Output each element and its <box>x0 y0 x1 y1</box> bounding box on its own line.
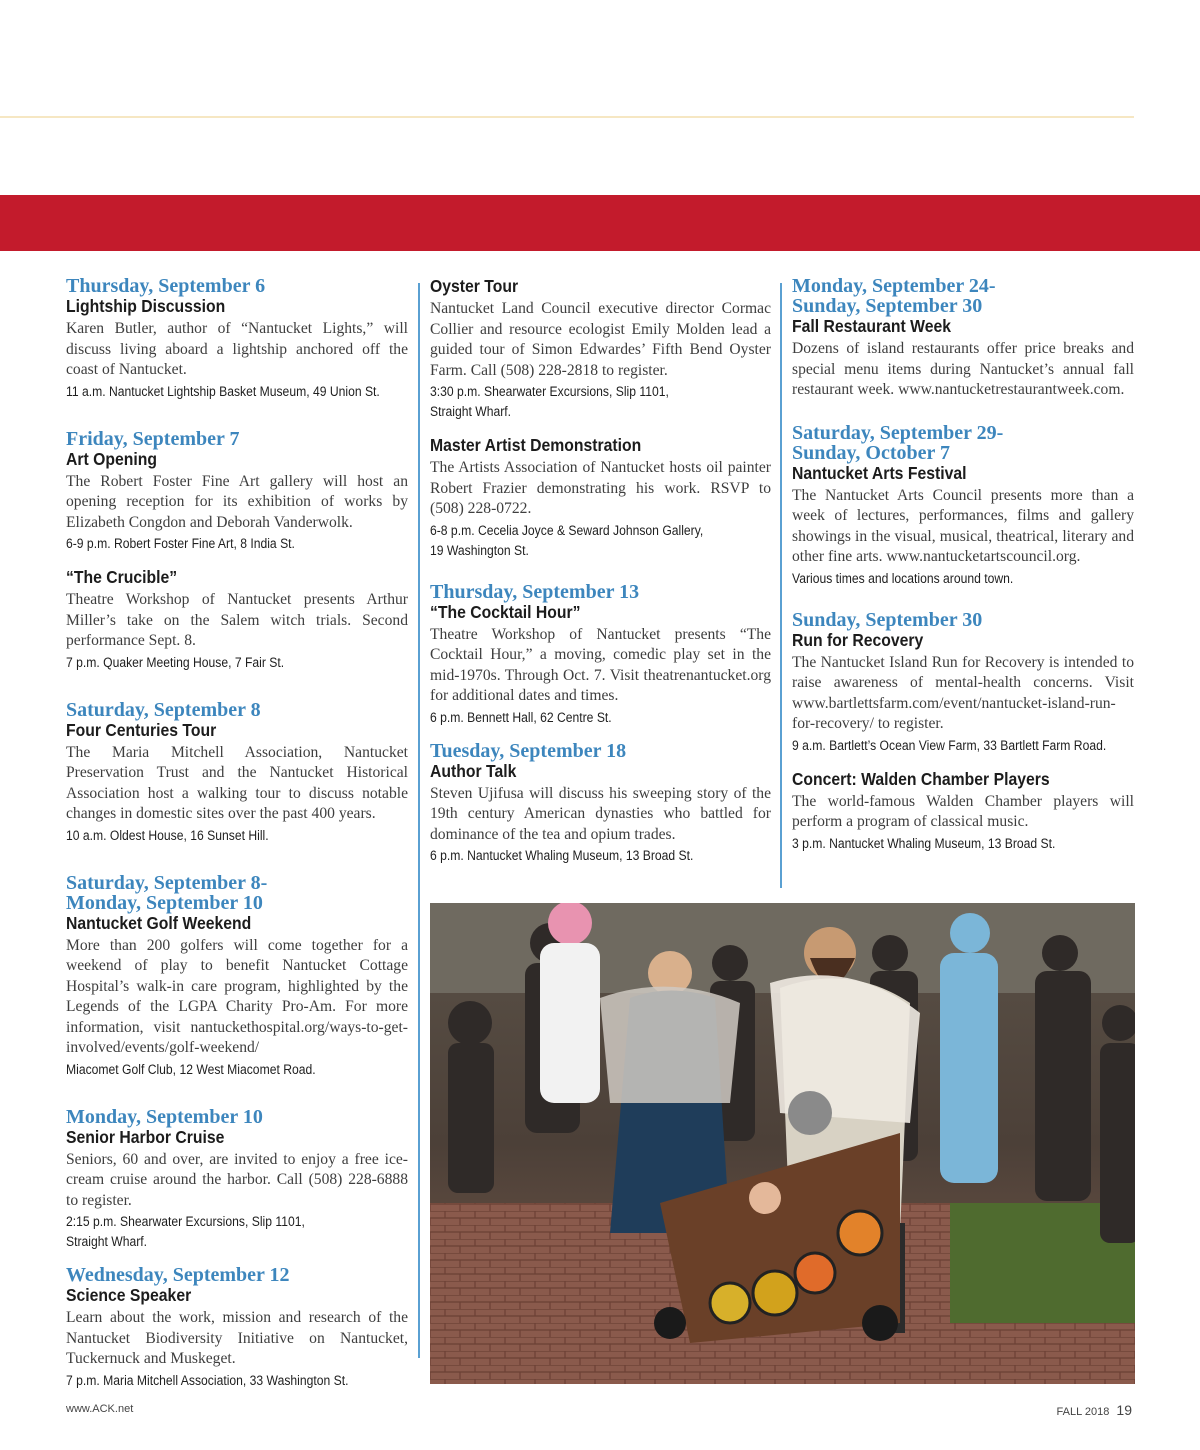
event-title: Oyster Tour <box>430 276 519 296</box>
event-time-location: 6-9 p.m. Robert Foster Fine Art, 8 India St. <box>66 536 295 551</box>
events-column-1 <box>66 276 408 1390</box>
event-description: Dozens of island restaurants offer price breaks and special menu items during Nantucket’s annual fall restaurant week. www.nantucketrestaurantweek.com. <box>792 340 1134 398</box>
event-date-end: Sunday, October 7 <box>792 441 950 464</box>
event-title: Nantucket Golf Weekend <box>66 912 252 933</box>
event-description: Seniors, 60 and over, are invited to enjoy a free ice-cream cruise around the harbor. Call (508) 228-6888 to register. <box>66 1150 408 1209</box>
event-description: The Nantucket Arts Council presents more than a week of lectures, performances, films and gallery showings in the visual, musical, theatrical, literary and other fine arts. www.nantucketartscouncil.org. <box>792 486 1134 565</box>
event-title: Nantucket Arts Festival <box>792 462 967 483</box>
event-description: Theatre Workshop of Nantucket presents Arthur Miller’s take on the Salem witch trials. Second performance Sept. 8. <box>66 591 408 649</box>
event-entry <box>430 741 771 866</box>
event-title: Lightship Discussion <box>66 296 226 316</box>
event-entry <box>792 423 1134 588</box>
event-description: Learn about the work, mission and research of the Nantucket Biodiversity Initiative on Nantucket, Tuckernuck and Muskeget. <box>66 1309 408 1367</box>
event-entry <box>792 276 1134 401</box>
event-entry <box>66 1265 408 1390</box>
event-entry <box>430 435 771 560</box>
event-title: Run for Recovery <box>792 629 924 650</box>
event-time-location: 3 p.m. Nantucket Whaling Museum, 13 Broad St. <box>792 835 1056 851</box>
event-entry <box>792 610 1134 755</box>
event-date: Tuesday, September 18 <box>430 739 627 762</box>
event-date: Sunday, September 30 <box>792 608 983 631</box>
footer-website: www.ACK.net <box>66 1403 134 1415</box>
event-time-location: 7 p.m. Maria Mitchell Association, 33 Washington St. <box>66 1372 349 1388</box>
event-date: Monday, September 10 <box>66 1105 263 1128</box>
header-banner <box>0 195 1200 251</box>
event-title: Author Talk <box>430 760 517 781</box>
event-entry <box>430 582 771 727</box>
event-description: The world-famous Walden Chamber players will perform a program of classical music. <box>792 792 1134 830</box>
event-title: “The Crucible” <box>66 567 178 587</box>
event-entry <box>66 276 408 401</box>
column-divider <box>780 283 782 888</box>
event-title: Four Centuries Tour <box>66 719 217 740</box>
event-time-location-line2: Straight Wharf. <box>430 404 512 419</box>
footer-issue <box>1057 1402 1132 1418</box>
event-date: Saturday, September 29- <box>792 421 1004 444</box>
event-entry <box>66 1107 408 1252</box>
event-title: Concert: Walden Chamber Players <box>792 768 1050 789</box>
event-title: Master Artist Demonstration <box>430 435 642 455</box>
page-number: 19 <box>1116 1402 1132 1418</box>
event-time-location: 11 a.m. Nantucket Lightship Basket Museum, 49 Union St. <box>66 383 380 399</box>
event-time-location: 6 p.m. Bennett Hall, 62 Centre St. <box>430 709 612 725</box>
event-title: Senior Harbor Cruise <box>66 1126 225 1147</box>
event-entry <box>792 769 1134 853</box>
event-time-location-line2: Straight Wharf. <box>66 1234 148 1249</box>
event-description: The Artists Association of Nantucket hosts oil painter Robert Frazier demonstrating his work. RSVP to (508) 228-0722. <box>430 459 771 517</box>
event-date: Wednesday, September 12 <box>66 1264 290 1286</box>
event-time-location: 6-8 p.m. Cecelia Joyce & Seward Johnson Gallery, <box>430 522 704 538</box>
halloween-parade-photo <box>430 903 1135 1384</box>
event-description: The Robert Foster Fine Art gallery will host an opening reception for its exhibition of works by Elizabeth Congdon and Deborah Vanderwolk. <box>66 472 408 531</box>
event-date: Thursday, September 6 <box>66 275 266 297</box>
event-description: Nantucket Land Council executive director Cormac Collier and resource ecologist Emily Molden lead a guided tour of Simon Edwardes’ Fifth Bend Oyster Farm. Call (508) 228-2818 to register. <box>430 300 771 379</box>
event-time-location: 6 p.m. Nantucket Whaling Museum, 13 Broad St. <box>430 848 694 863</box>
event-description: The Nantucket Island Run for Recovery is intended to raise awareness of mental-health concerns. Visit www.bartlettsfarm.com/event/nantucket-island-run-for-recovery/ to register. <box>792 653 1134 732</box>
column-divider <box>418 283 420 1358</box>
event-date: Saturday, September 8- <box>66 871 268 894</box>
event-title: Fall Restaurant Week <box>792 316 952 336</box>
event-date-end: Sunday, September 30 <box>792 295 983 317</box>
top-rule <box>0 116 1134 118</box>
event-time-location-line2: 19 Washington St. <box>430 542 529 558</box>
event-time-location: Various times and locations around town. <box>792 570 1014 586</box>
event-time-location: 7 p.m. Quaker Meeting House, 7 Fair St. <box>66 654 285 670</box>
event-entry <box>66 429 408 554</box>
event-title: Art Opening <box>66 448 157 469</box>
event-description: Steven Ujifusa will discuss his sweeping story of the 19th century American dynasties who battled for dominance of the tea and opium trades. <box>430 784 771 843</box>
event-time-location: 3:30 p.m. Shearwater Excursions, Slip 1101, <box>430 384 669 399</box>
event-date-end: Monday, September 10 <box>66 891 263 914</box>
event-time-location: 2:15 p.m. Shearwater Excursions, Slip 1101, <box>66 1214 305 1229</box>
event-title: “The Cocktail Hour” <box>430 601 581 622</box>
events-column-3 <box>792 276 1134 853</box>
event-entry <box>430 276 771 421</box>
event-title: Science Speaker <box>66 1285 192 1305</box>
event-entry <box>66 700 408 845</box>
event-date: Monday, September 24- <box>792 275 996 297</box>
event-time-location: 10 a.m. Oldest House, 16 Sunset Hill. <box>66 827 269 843</box>
event-time-location: Miacomet Golf Club, 12 West Miacomet Road. <box>66 1061 316 1077</box>
issue-label: FALL 2018 <box>1056 1406 1110 1418</box>
event-description: The Maria Mitchell Association, Nantucket Preservation Trust and the Nantucket Historical Association host a walking tour to discuss notable changes in domestic sites over the past 400 years. <box>66 743 408 822</box>
event-description: Karen Butler, author of “Nantucket Lights,” will discuss living aboard a lightship anchored off the coast of Nantucket. <box>66 320 408 378</box>
events-column-2 <box>430 276 771 865</box>
event-entry <box>66 873 408 1079</box>
event-description: Theatre Workshop of Nantucket presents “The Cocktail Hour,” a moving, comedic play set in the mid-1970s. Through Oct. 7. Visit theatrenantucket.org for additional dates and times. <box>430 625 771 704</box>
event-date: Thursday, September 13 <box>430 580 640 603</box>
event-description: More than 200 golfers will come together for a weekend of play to benefit Nantucket Cottage Hospital’s walk-in care program, highlighted by the Legends of the LGPA Charity Pro-Am. For more information, visit nantuckethospital.org/ways-to-get-involved/events/golf-weekend/ <box>66 936 408 1056</box>
event-date: Friday, September 7 <box>66 427 240 450</box>
event-entry <box>66 567 408 672</box>
event-date: Saturday, September 8 <box>66 698 261 721</box>
event-time-location: 9 a.m. Bartlett’s Ocean View Farm, 33 Bartlett Farm Road. <box>792 737 1107 753</box>
